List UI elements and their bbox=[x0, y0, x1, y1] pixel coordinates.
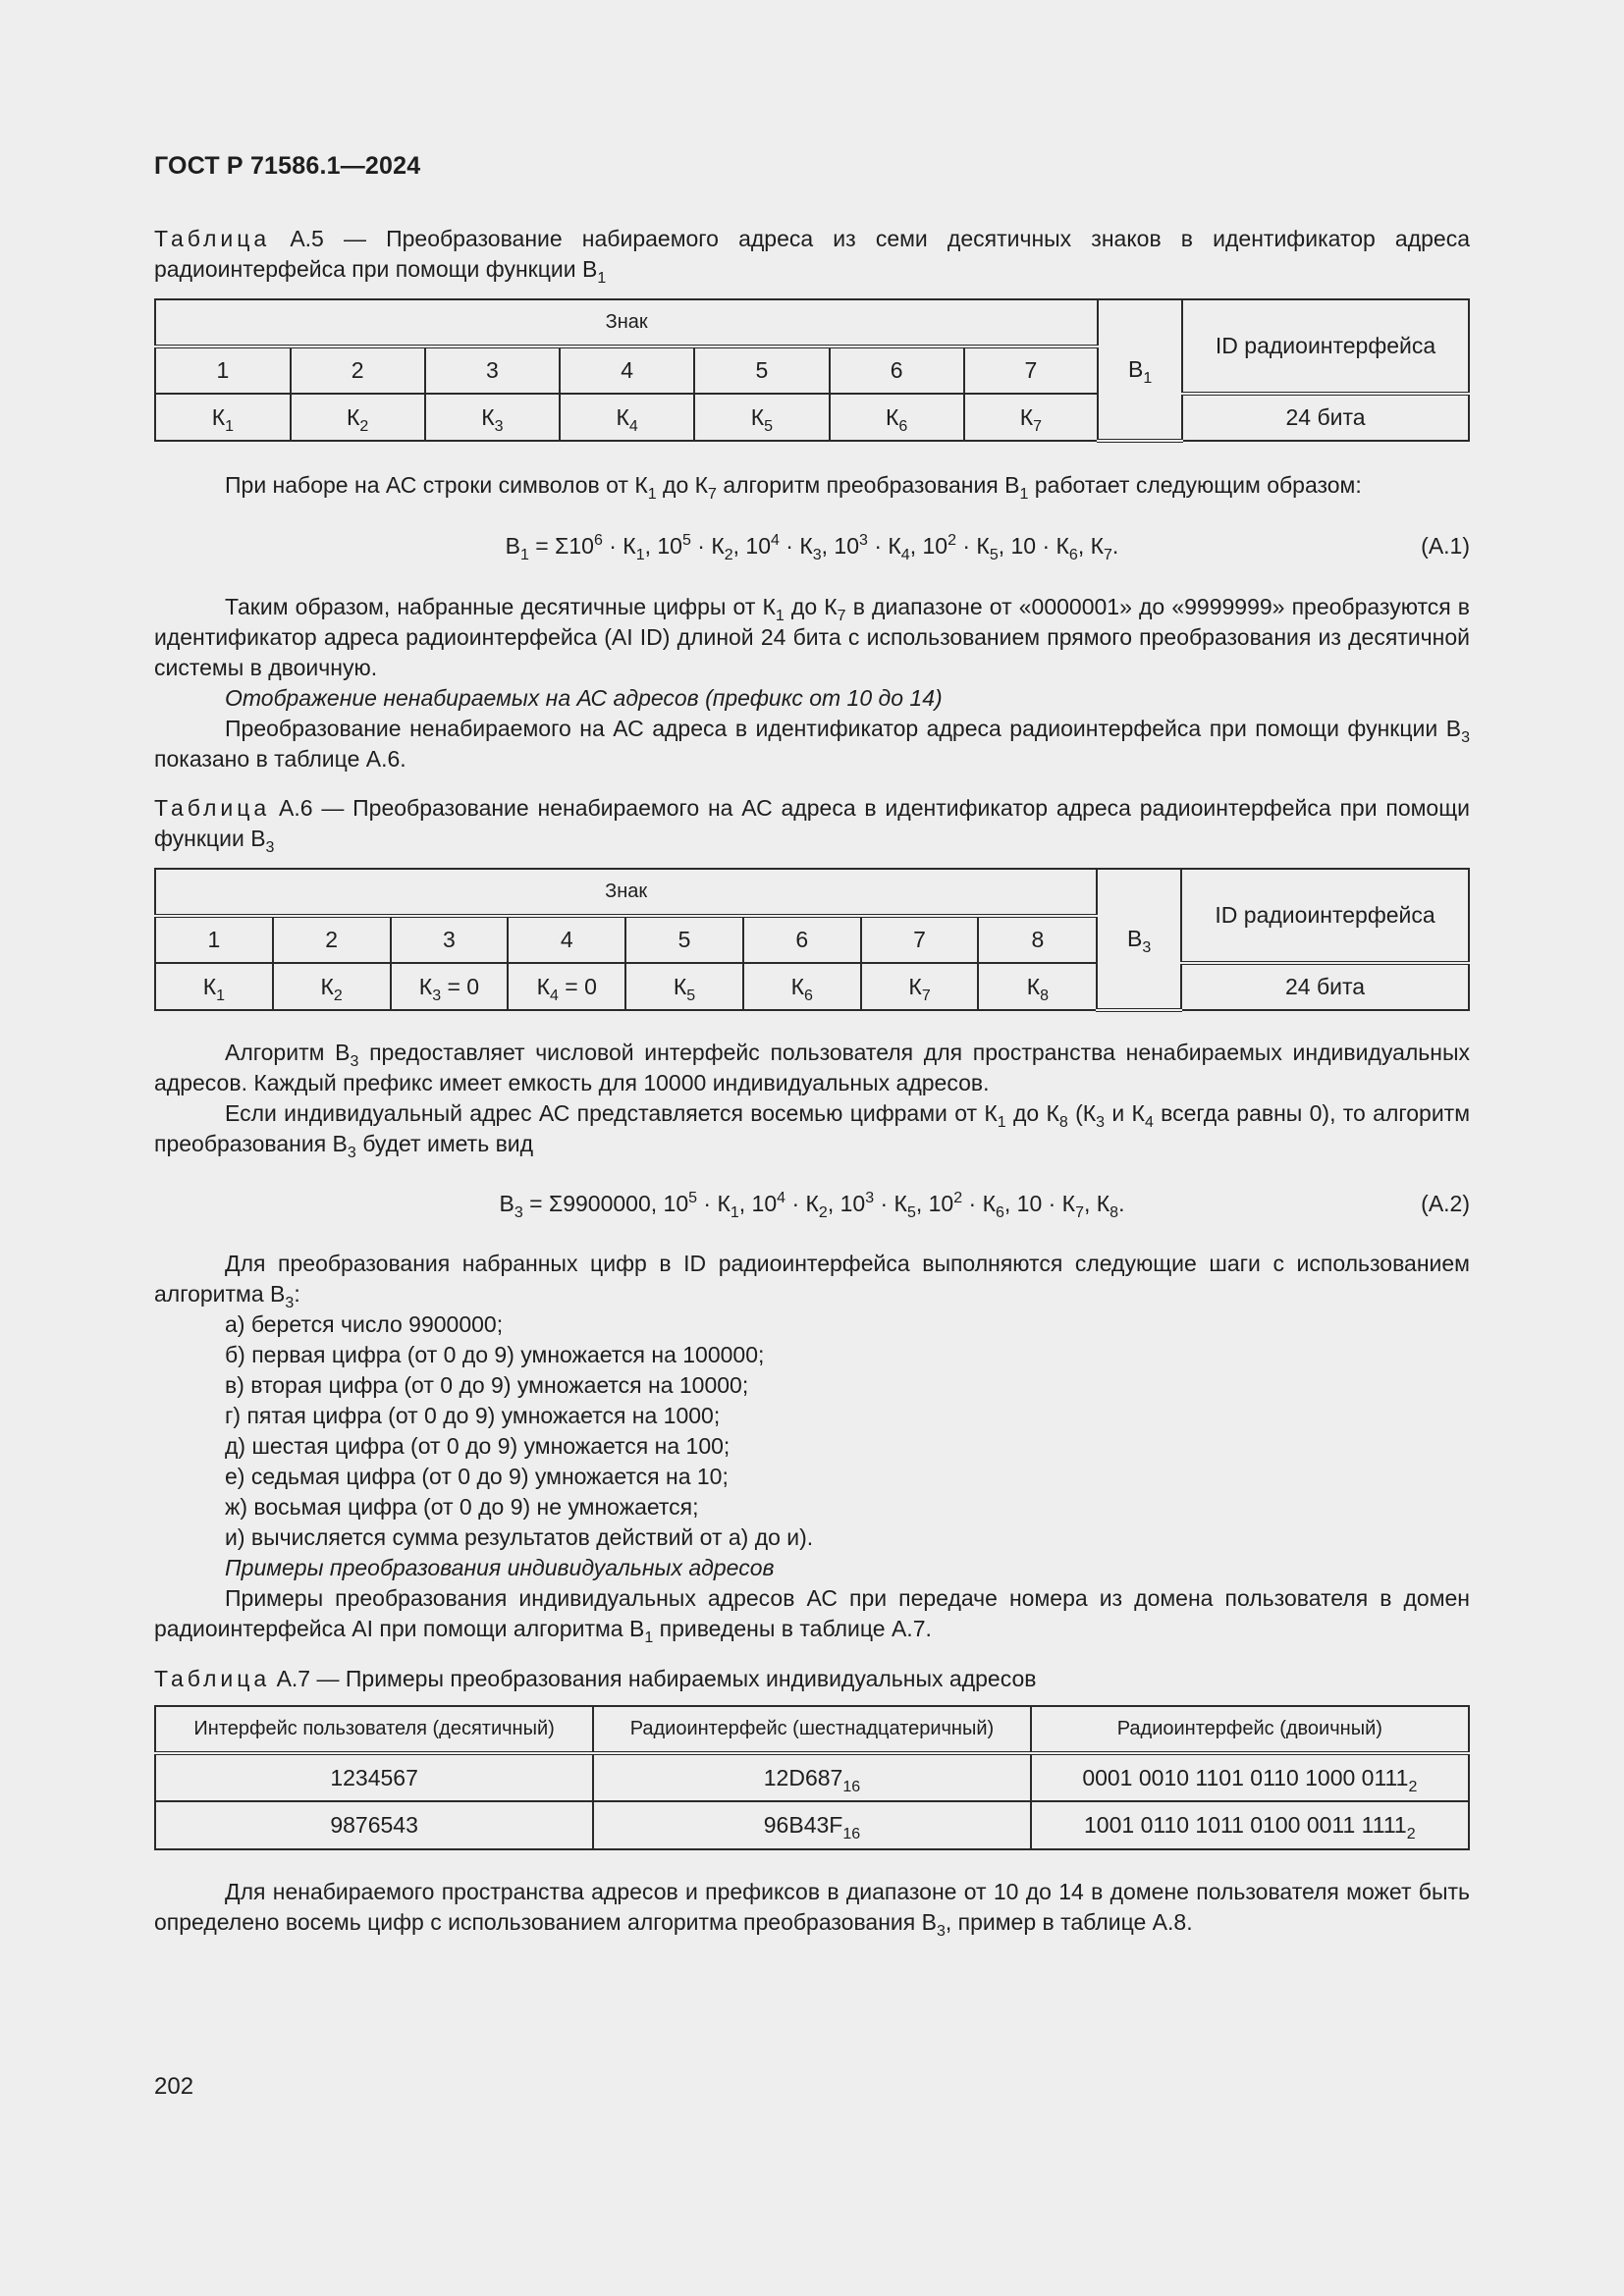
paragraph-2: Таким образом, набранные десятичные цифры от $К_1$ до $К_7$ в диапазоне от «0000001» до «9999999» преобразуются в идентификатор адреса радиоинтерфейса (AI ID) длиной 24 бита с использованием прямого преобразования из десятичной системы в двоичную. bbox=[154, 594, 1471, 680]
formula-a1-number: (А.1) bbox=[1421, 533, 1470, 559]
position-cell: 5 bbox=[625, 916, 743, 963]
formula-a1 bbox=[154, 533, 1470, 564]
hex-cell: $12D687_{16}$ bbox=[593, 1753, 1030, 1801]
group-header: Знак bbox=[155, 869, 1097, 916]
caption-text: А.6 — Преобразование ненабираемого на АС адреса в идентификатор адреса радиоинтерфейса при помощи функции В bbox=[154, 795, 1470, 851]
list-item: г) пятая цифра (от 0 до 9) умножается на 1000; bbox=[225, 1403, 721, 1428]
function-sub: 3 bbox=[1142, 939, 1152, 956]
bin-cell: 0001 0010 1101 0110 1000 $0111_2$ bbox=[1031, 1753, 1469, 1801]
bits-cell: 24 бита bbox=[1182, 394, 1469, 441]
paragraph-4-5-block bbox=[154, 1038, 1470, 1159]
k-cell: $К_2$ bbox=[273, 963, 391, 1010]
document-id: ГОСТ Р 71586.1—2024 bbox=[154, 152, 421, 180]
formula-a2 bbox=[154, 1191, 1470, 1222]
position-cell: 3 bbox=[391, 916, 509, 963]
column-header: Радиоинтерфейс (шестнадцатеричный) bbox=[593, 1706, 1030, 1753]
k-cell bbox=[155, 394, 291, 441]
k-sub: 3 bbox=[494, 417, 504, 435]
k-cell bbox=[291, 394, 425, 441]
list-item: а) берется число 9900000; bbox=[225, 1311, 504, 1337]
k-sub: 5 bbox=[764, 417, 774, 435]
formula-a2-expression: $В_3 = \Sigma 9900000$, $10^5 \cdot К_1$, $10^4 \cdot К_2$, $10^3 \cdot К_5$, $10^2 \cdot К_6$, $10 \cdot К_7$, $К_8$. bbox=[499, 1190, 1125, 1221]
position-cell: 6 bbox=[743, 916, 861, 963]
k-cell: $К_8$ bbox=[978, 963, 1097, 1010]
formula-a1-expression: $В_1 = \Sigma 10^6 \cdot К_1$, $10^5 \cdot К_2$, $10^4 \cdot К_3$, $10^3 \cdot К_4$, $10^2 \cdot К_5$, $10 \cdot К_6$, $К_7$. bbox=[505, 532, 1119, 563]
position-cell: 2 bbox=[273, 916, 391, 963]
k-sub: 7 bbox=[1033, 417, 1043, 435]
caption-text: А.5 — Преобразование набираемого адреса из семи десятичных знаков в идентификатор адреса радиоинтерфейса при помощи функции В bbox=[154, 226, 1470, 282]
table-a6 bbox=[154, 868, 1470, 1012]
function-cell bbox=[1098, 299, 1182, 441]
hex-cell: $96B43F_{16}$ bbox=[593, 1801, 1030, 1849]
k-cell: $К_6$ bbox=[743, 963, 861, 1010]
sub: 7 bbox=[708, 486, 717, 503]
dec-cell: 9876543 bbox=[155, 1801, 593, 1849]
paragraph-8-block bbox=[154, 1877, 1470, 1938]
table-a6-caption bbox=[154, 793, 1470, 854]
text: работает следующим образом: bbox=[1028, 472, 1362, 498]
k-label: К bbox=[346, 403, 360, 430]
subheading-nondialable: Отображение ненабираемых на АС адресов (префикс от 10 до 14) bbox=[225, 685, 943, 711]
dec-cell: 1234567 bbox=[155, 1753, 593, 1801]
text: алгоритм преобразования В bbox=[716, 472, 1020, 498]
position-cell: 1 bbox=[155, 916, 273, 963]
text: до К bbox=[656, 472, 709, 498]
sub: 1 bbox=[1019, 486, 1029, 503]
column-header: Радиоинтерфейс (двоичный) bbox=[1031, 1706, 1469, 1753]
list-item: в) вторая цифра (от 0 до 9) умножается на 10000; bbox=[225, 1372, 749, 1398]
k-label: К bbox=[211, 403, 226, 430]
k-sub: 1 bbox=[225, 417, 235, 435]
k-sub: 6 bbox=[898, 417, 908, 435]
list-item: б) первая цифра (от 0 до 9) умножается на 100000; bbox=[225, 1342, 765, 1367]
k-cell: $К_7$ bbox=[861, 963, 979, 1010]
k-label: К bbox=[616, 403, 629, 430]
id-header: ID радиоинтерфейса bbox=[1182, 299, 1469, 394]
position-cell: 5 bbox=[694, 347, 830, 394]
paragraph-2-block bbox=[154, 592, 1470, 774]
sub: 1 bbox=[647, 486, 657, 503]
list-item: д) шестая цифра (от 0 до 9) умножается на 100; bbox=[225, 1433, 731, 1459]
caption-sub: 3 bbox=[265, 839, 275, 856]
paragraph-8: Для ненабираемого пространства адресов и префиксов в диапазоне от 10 до 14 в домене пользователя может быть определено восемь цифр с использованием алгоритма преобразования $В_3$, пример в таблице А.8. bbox=[154, 1879, 1470, 1940]
table-a5-caption bbox=[154, 224, 1470, 285]
paragraph-5: Если индивидуальный адрес АС представляется восемью цифрами от $К_1$ до $К_8$ ($К_3$ и $К_4$ всегда равны 0), то алгоритм преобразования $В_3$ будет иметь вид bbox=[154, 1100, 1471, 1161]
function-sub: 1 bbox=[1143, 370, 1153, 387]
bin-cell: 1001 0110 1011 0100 0011 $1111_2$ bbox=[1031, 1801, 1469, 1849]
k-cell: $К_3 = 0$ bbox=[391, 963, 509, 1010]
caption-word: Таблица bbox=[154, 1666, 271, 1691]
k-cell bbox=[560, 394, 694, 441]
k-cell bbox=[830, 394, 964, 441]
position-cell: 4 bbox=[508, 916, 625, 963]
text: При наборе на АС строки символов от К bbox=[225, 472, 648, 498]
position-cell: 2 bbox=[291, 347, 425, 394]
position-cell: 3 bbox=[425, 347, 561, 394]
column-header: Интерфейс пользователя (десятичный) bbox=[155, 1706, 593, 1753]
caption-text: А.7 — Примеры преобразования набираемых индивидуальных адресов bbox=[270, 1666, 1037, 1691]
k-label: К bbox=[481, 403, 495, 430]
position-cell: 4 bbox=[560, 347, 694, 394]
list-item: е) седьмая цифра (от 0 до 9) умножается на 10; bbox=[225, 1464, 729, 1489]
k-sub: 2 bbox=[359, 417, 369, 435]
list-item: и) вычисляется сумма результатов действий от а) до и). bbox=[225, 1524, 814, 1550]
table-row bbox=[155, 1753, 1469, 1801]
id-header: ID радиоинтерфейса bbox=[1181, 869, 1469, 963]
caption-word: Таблица bbox=[154, 795, 271, 821]
position-cell: 7 bbox=[964, 347, 1099, 394]
position-cell: 6 bbox=[830, 347, 964, 394]
k-label: К bbox=[750, 403, 765, 430]
caption-word: Таблица bbox=[154, 226, 271, 251]
k-cell: $К_4 = 0$ bbox=[508, 963, 625, 1010]
group-header: Знак bbox=[155, 299, 1098, 347]
list-item: ж) восьмая цифра (от 0 до 9) не умножается; bbox=[225, 1494, 699, 1520]
k-cell bbox=[694, 394, 830, 441]
k-sub: 4 bbox=[628, 417, 638, 435]
k-label: К bbox=[1019, 403, 1034, 430]
k-cell bbox=[964, 394, 1099, 441]
k-label: К bbox=[885, 403, 899, 430]
paragraph-1 bbox=[154, 470, 1470, 501]
paragraph-4: Алгоритм $В_3$ предоставляет числовой интерфейс пользователя для пространства ненабираемых индивидуальных адресов. Каждый префикс имеет емкость для 10000 индивидуальных адресов. bbox=[154, 1040, 1471, 1095]
function-label: В bbox=[1127, 926, 1143, 951]
position-cell: 7 bbox=[861, 916, 979, 963]
k-cell: $К_5$ bbox=[625, 963, 743, 1010]
table-a7 bbox=[154, 1705, 1470, 1850]
position-cell: 1 bbox=[155, 347, 291, 394]
page-number: 202 bbox=[154, 2073, 194, 2100]
caption-sub: 1 bbox=[597, 270, 607, 287]
table-a5 bbox=[154, 298, 1470, 443]
paragraph-7: Примеры преобразования индивидуальных адресов АС при передаче номера из домена пользователя в домен радиоинтерфейса AI при помощи алгоритма $В_1$ приведены в таблице А.7. bbox=[154, 1585, 1470, 1646]
function-cell bbox=[1097, 869, 1181, 1010]
subheading-examples: Примеры преобразования индивидуальных адресов bbox=[225, 1555, 775, 1580]
k-cell bbox=[425, 394, 561, 441]
paragraph-6: Для преобразования набранных цифр в ID радиоинтерфейса выполняются следующие шаги с использованием алгоритма $В_3$: bbox=[154, 1251, 1470, 1311]
formula-a2-number: (А.2) bbox=[1421, 1191, 1470, 1216]
table-row bbox=[155, 1801, 1469, 1849]
steps-block bbox=[154, 1249, 1470, 1644]
function-label: В bbox=[1128, 356, 1144, 382]
k-cell: $К_1$ bbox=[155, 963, 273, 1010]
bits-cell: 24 бита bbox=[1181, 963, 1469, 1010]
position-cell: 8 bbox=[978, 916, 1097, 963]
paragraph-3: Преобразование ненабираемого на АС адреса в идентификатор адреса радиоинтерфейса при помощи функции $В_3$ показано в таблице А.6. bbox=[154, 716, 1470, 772]
table-a7-caption bbox=[154, 1664, 1470, 1694]
